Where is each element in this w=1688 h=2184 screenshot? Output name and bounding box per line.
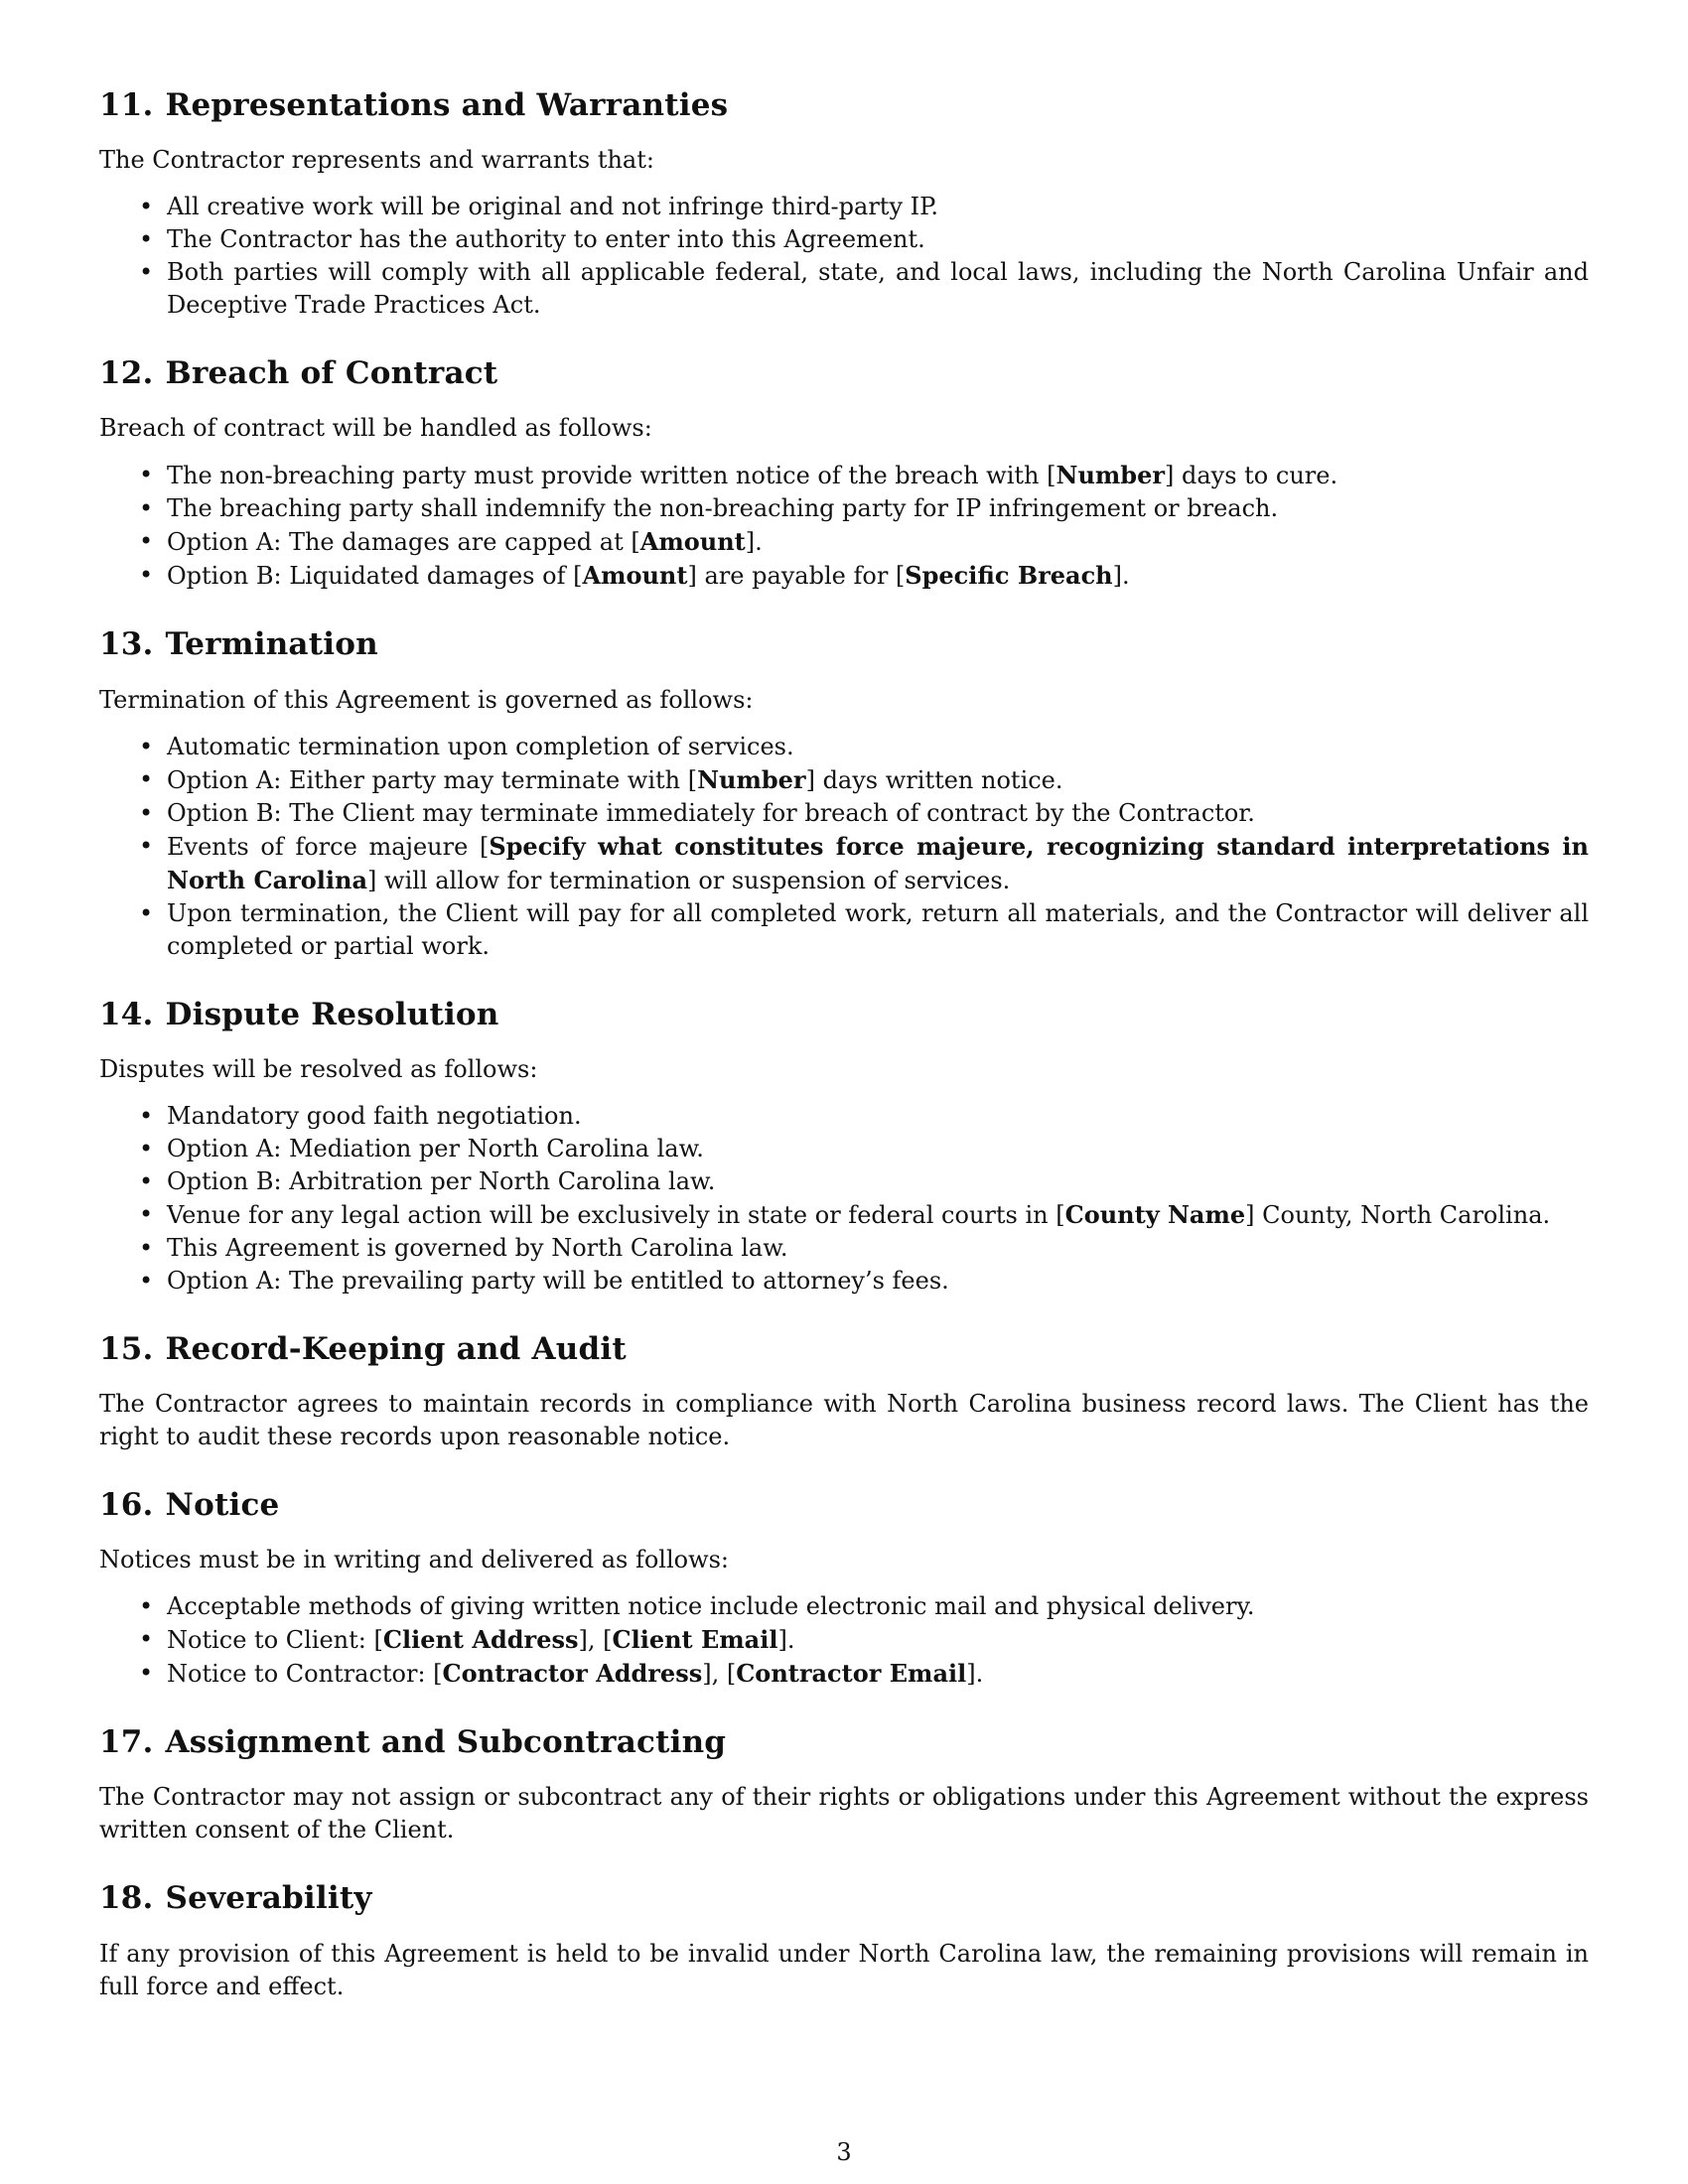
bullet-icon: • bbox=[139, 1101, 154, 1130]
list-item: • Option A: Either party may terminate with [Number] days written notice. bbox=[139, 764, 1063, 794]
bullet-icon: • bbox=[139, 1625, 154, 1654]
placeholder-field: County Name bbox=[1064, 1199, 1246, 1229]
list-item: • Upon termination, the Client will pay for all completed work, return all materials, and the Contractor will deliver all completed or partial work. bbox=[139, 898, 1589, 960]
section-intro: Termination of this Agreement is governed as follows: bbox=[99, 685, 754, 714]
section-title: Record-Keeping and Audit bbox=[165, 1330, 627, 1367]
bullet-icon: • bbox=[139, 461, 154, 489]
list-item: • Events of force majeure [Specify what constitutes force majeure, recognizing standard interpretations in North Carolina] will allow for termination or suspension of services. bbox=[139, 831, 1589, 894]
section-intro: The Contractor represents and warrants that: bbox=[99, 146, 654, 175]
section-intro: Disputes will be resolved as follows: bbox=[99, 1054, 538, 1083]
placeholder-field: Amount bbox=[639, 527, 746, 557]
section-title: Breach of Contract bbox=[165, 355, 498, 392]
bullet-icon: • bbox=[139, 732, 154, 760]
list-item: • Option B: Arbitration per North Carolina law. bbox=[99, 1165, 1589, 1198]
list-item: • Option A: The prevailing party will be entitled to attorney’s fees. bbox=[99, 1265, 1589, 1297]
section-record-keeping-audit bbox=[99, 1331, 1589, 1453]
bullet-icon: • bbox=[139, 193, 154, 221]
section-title: Notice bbox=[165, 1486, 280, 1523]
section-number: 16. bbox=[99, 1486, 154, 1523]
section-heading bbox=[99, 626, 1589, 663]
section-dispute-resolution bbox=[99, 997, 1589, 1297]
list-item: • Option A: The damages are capped at [Amount]. bbox=[139, 527, 763, 557]
section-body: If any provision of this Agreement is held to be invalid under North Carolina law, the remaining provisions will remain in full force and effect. bbox=[99, 1939, 1589, 2000]
section-number: 17. bbox=[99, 1724, 154, 1761]
bullet-list bbox=[99, 1590, 1589, 1691]
section-heading bbox=[99, 1724, 1589, 1761]
section-body: The Contractor agrees to maintain records in compliance with North Carolina business record laws. The Client has the right to audit these records upon reasonable notice. bbox=[99, 1389, 1589, 1450]
placeholder-field: Specific Breach bbox=[905, 561, 1113, 591]
section-heading bbox=[99, 87, 1589, 124]
bullet-icon: • bbox=[139, 764, 154, 793]
bullet-icon: • bbox=[139, 1266, 154, 1295]
placeholder-field: Number bbox=[1055, 461, 1165, 490]
section-title: Severability bbox=[165, 1880, 372, 1917]
bullet-icon: • bbox=[139, 225, 154, 254]
section-breach-of-contract bbox=[99, 355, 1589, 593]
section-number: 12. bbox=[99, 355, 154, 392]
list-item: • All creative work will be original and not infringe third-party IP. bbox=[99, 191, 1589, 223]
section-number: 13. bbox=[99, 626, 154, 663]
section-title: Termination bbox=[165, 626, 378, 663]
page-number: 3 bbox=[836, 2138, 852, 2166]
placeholder-field: Client Email bbox=[612, 1625, 778, 1655]
bullet-list bbox=[99, 191, 1589, 322]
bullet-icon: • bbox=[139, 1659, 154, 1688]
list-item: • Automatic termination upon completion of services. bbox=[99, 731, 1589, 763]
list-item: • Notice to Client: [Client Address], [Client Email]. bbox=[139, 1625, 795, 1655]
bullet-list bbox=[99, 459, 1589, 593]
section-number: 11. bbox=[99, 87, 154, 123]
section-assignment-subcontracting bbox=[99, 1724, 1589, 1846]
bullet-icon: • bbox=[139, 1592, 154, 1621]
list-item: • The Contractor has the authority to enter into this Agreement. bbox=[99, 223, 1589, 256]
section-heading bbox=[99, 1880, 1589, 1917]
list-item: • The breaching party shall indemnify the non-breaching party for IP infringement or breach. bbox=[99, 492, 1589, 525]
section-title: Assignment and Subcontracting bbox=[165, 1724, 727, 1761]
section-number: 18. bbox=[99, 1880, 154, 1917]
section-heading bbox=[99, 355, 1589, 392]
section-intro: Notices must be in writing and delivered as follows: bbox=[99, 1546, 730, 1574]
section-intro: Breach of contract will be handled as follows: bbox=[99, 414, 652, 443]
list-item: • Mandatory good faith negotiation. bbox=[99, 1100, 1589, 1133]
bullet-list bbox=[99, 731, 1589, 963]
section-number: 15. bbox=[99, 1330, 154, 1367]
bullet-icon: • bbox=[139, 1199, 154, 1228]
bullet-icon: • bbox=[139, 527, 154, 556]
placeholder-field: Contractor Address bbox=[442, 1659, 703, 1689]
list-item: • Option A: Mediation per North Carolina law. bbox=[99, 1133, 1589, 1165]
placeholder-field: Client Address bbox=[382, 1625, 579, 1655]
list-item: • This Agreement is governed by North Carolina law. bbox=[99, 1232, 1589, 1265]
placeholder-field: Specify what constitutes force majeure, recognizing standard interpretations in North Carolina bbox=[167, 831, 1589, 894]
list-item: • Both parties will comply with all applicable federal, state, and local laws, including the North Carolina Unfair and Deceptive Trade Practices Act. bbox=[139, 258, 1589, 320]
section-termination bbox=[99, 626, 1589, 962]
bullet-icon: • bbox=[139, 1166, 154, 1195]
section-notice bbox=[99, 1487, 1589, 1691]
bullet-icon: • bbox=[139, 898, 154, 927]
list-item: • Venue for any legal action will be exclusively in state or federal courts in [County Name] County, North Carolina. bbox=[139, 1199, 1551, 1229]
section-number: 14. bbox=[99, 996, 154, 1032]
bullet-icon: • bbox=[139, 1134, 154, 1162]
list-item: • Acceptable methods of giving written notice include electronic mail and physical delivery. bbox=[99, 1590, 1589, 1623]
placeholder-field: Contractor Email bbox=[736, 1659, 967, 1689]
bullet-list bbox=[99, 1100, 1589, 1297]
section-title: Dispute Resolution bbox=[165, 996, 499, 1032]
list-item: • Option B: The Client may terminate immediately for breach of contract by the Contractor. bbox=[99, 797, 1589, 830]
section-heading bbox=[99, 997, 1589, 1033]
list-item: • Notice to Contractor: [Contractor Address], [Contractor Email]. bbox=[139, 1659, 984, 1689]
bullet-icon: • bbox=[139, 831, 154, 860]
document-page bbox=[99, 87, 1589, 2037]
bullet-icon: • bbox=[139, 494, 154, 523]
section-heading bbox=[99, 1331, 1589, 1368]
section-body: The Contractor may not assign or subcontract any of their rights or obligations under this Agreement without the express written consent of the Client. bbox=[99, 1783, 1589, 1844]
section-title: Representations and Warranties bbox=[165, 87, 729, 123]
list-item: • Option B: Liquidated damages of [Amount] are payable for [Specific Breach]. bbox=[139, 561, 1130, 591]
bullet-icon: • bbox=[139, 798, 154, 827]
section-heading bbox=[99, 1487, 1589, 1524]
bullet-icon: • bbox=[139, 561, 154, 590]
section-severability bbox=[99, 1880, 1589, 2002]
placeholder-field: Number bbox=[697, 764, 806, 794]
section-representations-warranties bbox=[99, 87, 1589, 322]
list-item: • The non-breaching party must provide written notice of the breach with [Number] days to cure. bbox=[139, 461, 1338, 490]
placeholder-field: Amount bbox=[582, 561, 688, 591]
bullet-icon: • bbox=[139, 1233, 154, 1262]
bullet-icon: • bbox=[139, 258, 154, 287]
